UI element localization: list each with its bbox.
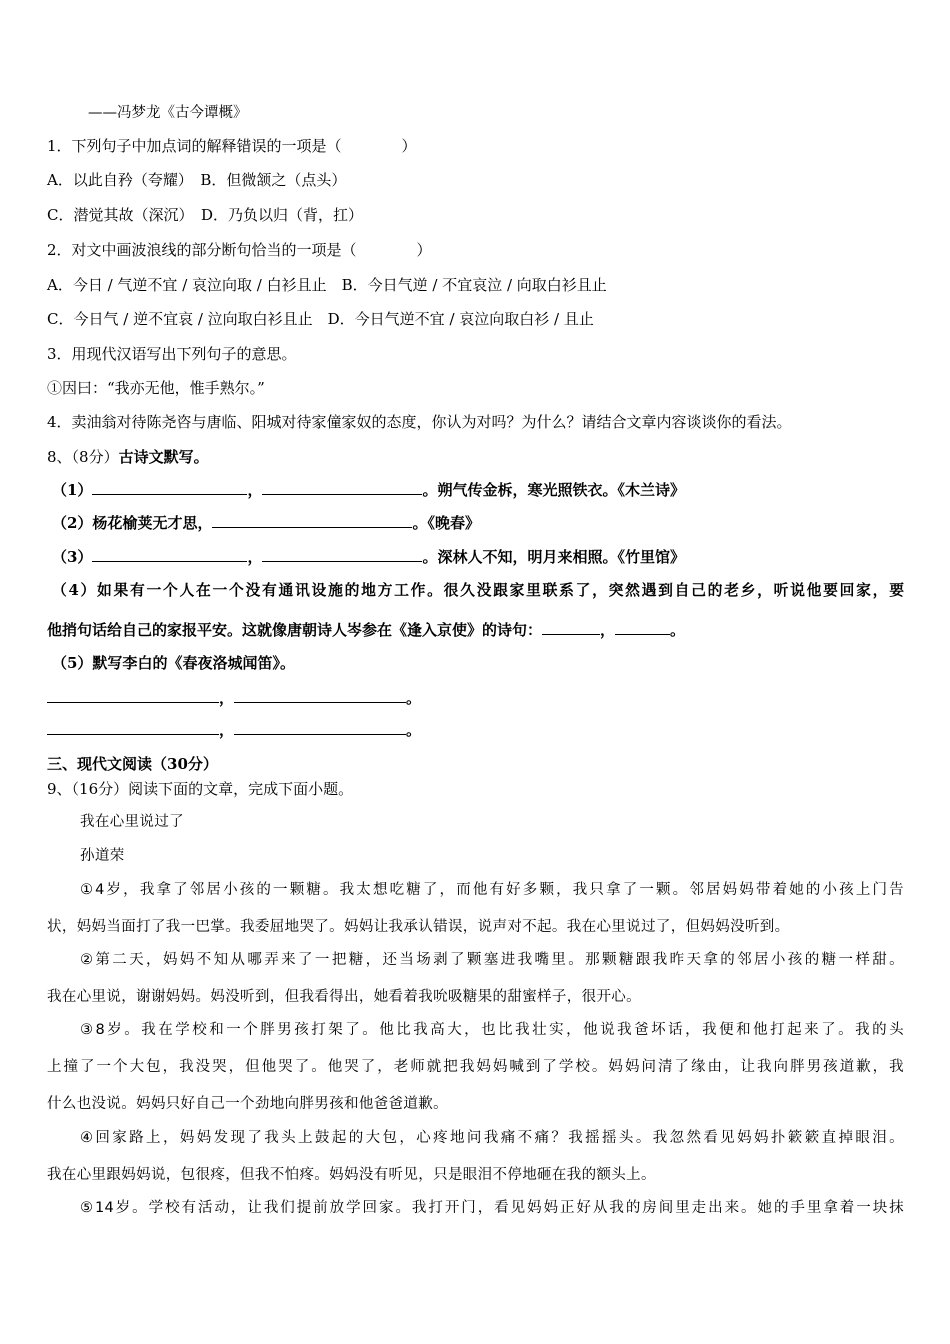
answer-blank[interactable] — [262, 547, 422, 562]
poem-item-4-line1: （4）如果有一个人在一个没有通讯设施的地方工作。很久没跟家里联系了，突然遇到自己的老乡，听说他要回家，要 — [52, 582, 904, 599]
question-2-options-ab: A．今日 / 气逆不宜 / 哀泣向取 / 白衫且止 B．今日气逆 / 不宜哀泣 / 向取白衫且止 — [47, 276, 607, 294]
answer-blank[interactable] — [212, 513, 412, 528]
answer-blank[interactable] — [542, 620, 600, 635]
answer-blank[interactable] — [234, 688, 406, 703]
poem-item-5-blanks-1: ， 。 — [47, 688, 421, 708]
essay-line: 上撞了一个大包，我没哭，但他哭了。他哭了，老师就把我妈妈喊到了学校。妈妈问清了缘由，让我向胖男孩道歉，我 — [47, 1059, 904, 1075]
poem-item-2: （2）杨花榆荚无才思， 。《晚春》 — [52, 514, 480, 532]
question-1-options-cd: C．潜觉其故（深沉） D．乃负以归（背，扛） — [47, 206, 364, 224]
question-8-number: 8、（8分） — [47, 448, 119, 466]
poem-item-1: （1） ， 。朔气传金柝，寒光照铁衣。《木兰诗》 — [52, 481, 685, 499]
essay-line: 我在心里跟妈妈说，包很疼，但我不怕疼。妈妈没有听见，只是眼泪不停地砸在我的额头上。 — [47, 1167, 656, 1183]
poem-item-5: （5）默写李白的《春夜洛城闻笛》。 — [52, 654, 295, 672]
question-9-stem: 9、（16分）阅读下面的文章，完成下面小题。 — [47, 780, 354, 798]
source-attribution: ——冯梦龙《古今谭概》 — [88, 105, 248, 121]
essay-line: ②第二天，妈妈不知从哪弄来了一把糖，还当场剥了颗塞进我嘴里。那颗糖跟我昨天拿的邻居小孩的糖一样甜。 — [80, 952, 904, 968]
answer-blank[interactable] — [234, 720, 406, 735]
poem-item-5-blanks-2: ， 。 — [47, 720, 421, 740]
answer-blank[interactable] — [262, 480, 422, 495]
poem-item-3: （3） ， 。深林人不知，明月来相照。《竹里馆》 — [52, 548, 685, 566]
essay-line: ④回家路上，妈妈发现了我头上鼓起的大包，心疼地问我痛不痛？我摇摇头。我忽然看见妈妈扑簌簌直掉眼泪。 — [80, 1130, 904, 1146]
question-8-heading — [47, 447, 209, 467]
essay-line: 什么也没说。妈妈只好自己一个劲地向胖男孩和他爸爸道歉。 — [47, 1096, 448, 1112]
question-2-options-cd: C．今日气 / 逆不宜哀 / 泣向取白衫且止 D．今日气逆不宜 / 哀泣向取白衫 / 且止 — [47, 310, 594, 328]
answer-blank[interactable] — [92, 547, 247, 562]
essay-line: ①4岁，我拿了邻居小孩的一颗糖。我太想吃糖了，而他有好多颗，我只拿了一颗。邻居妈妈带着她的小孩上门告 — [80, 882, 904, 898]
question-3-item: ①因曰：“我亦无他，惟手熟尔。” — [47, 379, 265, 397]
answer-blank[interactable] — [615, 620, 670, 635]
answer-blank[interactable] — [92, 480, 247, 495]
essay-title: 我在心里说过了 — [80, 814, 184, 830]
poem-item-4-line2: 他捎句话给自己的家报平安。这就像唐朝诗人岑参在《逢入京使》的诗句： ， 。 — [47, 621, 686, 639]
question-8-title: 古诗文默写。 — [118, 448, 209, 466]
question-2-stem: 2．对文中画波浪线的部分断句恰当的一项是（ ） — [47, 241, 432, 259]
essay-line: 我在心里说，谢谢妈妈。妈没听到，但我看得出，她看着我吮吸糖果的甜蜜样子，很开心。 — [47, 989, 641, 1005]
answer-blank[interactable] — [47, 720, 219, 735]
question-4-stem: 4．卖油翁对待陈尧咨与唐临、阳城对待家僮家奴的态度，你认为对吗？为什么？请结合文章内容谈谈你的看法。 — [47, 413, 792, 431]
essay-line: ③8岁。我在学校和一个胖男孩打架了。他比我高大，也比我壮实，他说我爸坏话，我便和他打起来了。我的头 — [80, 1022, 904, 1038]
question-3-stem: 3．用现代汉语写出下列句子的意思。 — [47, 345, 297, 363]
essay-line: 状，妈妈当面打了我一巴掌。我委屈地哭了。妈妈让我承认错误，说声对不起。我在心里说过了，但妈妈没听到。 — [47, 919, 790, 935]
question-1-stem: 1．下列句子中加点词的解释错误的一项是（ ） — [47, 137, 417, 155]
essay-author: 孙道荣 — [80, 848, 125, 864]
essay-line: ⑤14岁。学校有活动，让我们提前放学回家。我打开门，看见妈妈正好从我的房间里走出来。她的手里拿着一块抹 — [80, 1200, 904, 1216]
answer-blank[interactable] — [47, 688, 219, 703]
section-3-title: 三、现代文阅读（30分） — [47, 755, 218, 773]
question-1-options-ab: A．以此自矜（夸耀） B．但微颔之（点头） — [47, 171, 347, 189]
